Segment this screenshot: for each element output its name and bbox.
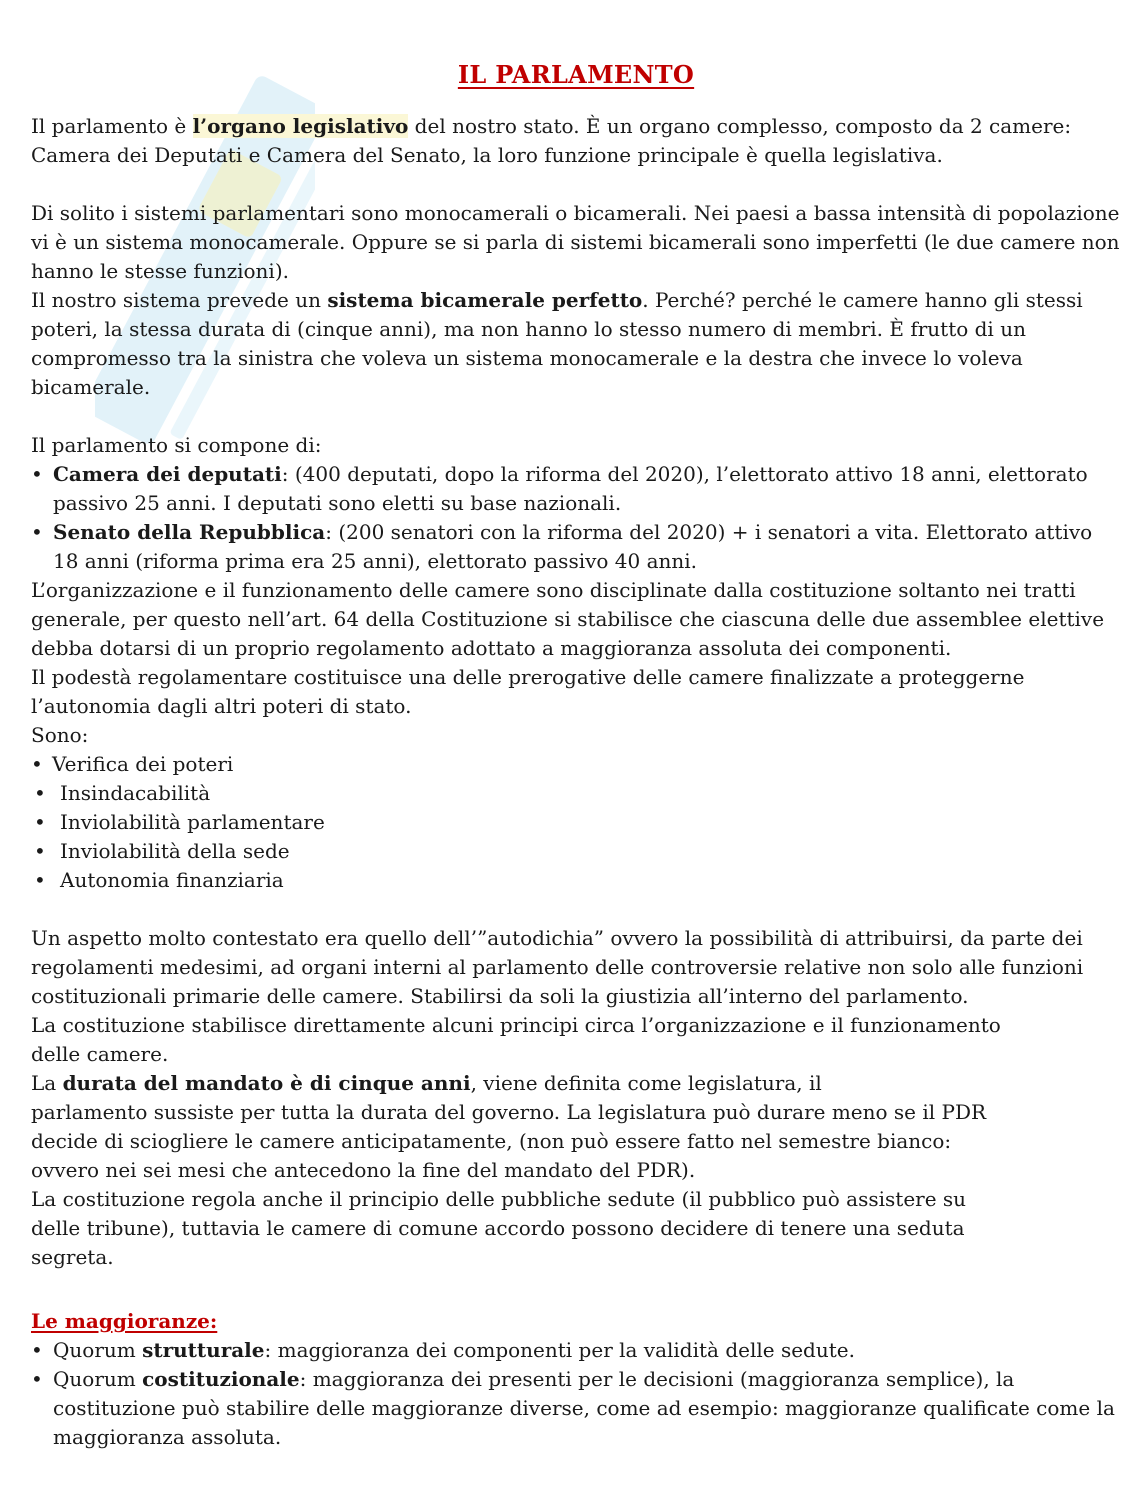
legislature-line-1: parlamento sussiste per tutta la durata del governo. La legislatura può durare meno se il PDR [31,1100,987,1124]
regulatory-paragraph: Il podestà regolamentare costituisce una delle prerogative delle camere finalizzate a proteggerne l’autonomia dagli altri poteri di stato. [31,665,1025,718]
legislature-line-6: segreta. [31,1245,114,1269]
mandate-line: La durata del mandato è di cinque anni, viene definita come legislatura, il [31,1071,822,1095]
list-item-quorum-strutturale: • Quorum strutturale: maggioranza dei componenti per la validità delle sedute. [31,1336,1121,1365]
principles-line-2: delle camere. [31,1042,169,1066]
prerogatives-list [31,750,1121,895]
document-page [31,58,1121,1452]
chambers-list [31,460,1121,576]
legislature-line-3: ovvero nei sei mesi che antecedono la fine del mandato del PDR). [31,1158,696,1182]
list-item: • Insindacabilità [31,779,1121,808]
intro-paragraph: Il parlamento è l’organo legislativo del nostro stato. È un organo complesso, composto da 2 camere: Camera dei Deputati e Camera del Senato, la loro funzione principale è quella legislativa. [31,114,1072,167]
majorities-heading: Le maggioranze: [31,1309,218,1333]
majorities-list [31,1336,1121,1452]
legislature-line-5: delle tribune), tuttavia le camere di comune accordo possono decidere di tenere una seduta [31,1216,965,1240]
legislature-line-4: La costituzione regola anche il principio delle pubbliche sedute (il pubblico può assistere su [31,1187,967,1211]
bicameral-paragraph: Il nostro sistema prevede un sistema bicamerale perfetto. Perché? perché le camere hanno gli stessi poteri, la stessa durata di (cinque anni), ma non hanno lo stesso numero di membri. È frutto di un compromesso tra la sinistra che voleva un sistema monocamerale e la destra che invece lo voleva bicamerale. [31,288,1083,399]
principles-line-1: La costituzione stabilisce direttamente alcuni principi circa l’organizzazione e il funzionamento [31,1013,1001,1037]
legislature-line-2: decide di sciogliere le camere anticipatamente, (non può essere fatto nel semestre bianco: [31,1129,952,1153]
autodichia-paragraph: Un aspetto molto contestato era quello dell’”autodichia” ovvero la possibilità di attribuirsi, da parte dei regolamenti medesimi, ad organi interni al parlamento delle controversie relative non solo alle funzioni costituzionali primarie delle camere. Stabilirsi da soli la giustizia all’interno del parlamento. [31,926,1084,1008]
list-item: • Inviolabilità parlamentare [31,808,1121,837]
list-item: • Autonomia finanziaria [31,866,1121,895]
list-item-senato: • Senato della Repubblica: (200 senatori con la riforma del 2020) + i senatori a vita. Elettorato attivo 18 anni (riforma prima era 25 anni), elettorato passivo 40 anni. [31,518,1121,576]
organization-paragraph: L’organizzazione e il funzionamento delle camere sono disciplinate dalla costituzione soltanto nei tratti generale, per questo nell’art. 64 della Costituzione si stabilisce che ciascuna delle due assemblee elettive debba dotarsi di un proprio regolamento adottato a maggioranza assoluta dei componenti. [31,578,1105,660]
composition-intro: Il parlamento si compone di: [31,433,322,457]
page-title: IL PARLAMENTO [457,60,695,89]
list-item: • Inviolabilità della sede [31,837,1121,866]
list-item-quorum-costituzionale: • Quorum costituzionale: maggioranza dei presenti per le decisioni (maggioranza semplice), la costituzione può stabilire delle maggioranze diverse, come ad esempio: maggioranze qualificate come la maggioranza assoluta. [31,1365,1121,1452]
list-item-camera: • Camera dei deputati: (400 deputati, dopo la riforma del 2020), l’elettorato attivo 18 anni, elettorato passivo 25 anni. I deputati sono eletti su base nazionali. [31,460,1121,518]
systems-paragraph: Di solito i sistemi parlamentari sono monocamerali o bicamerali. Nei paesi a bassa intensità di popolazione vi è un sistema monocamerale. Oppure se si parla di sistemi bicamerali sono imperfetti (le due camere non hanno le stesse funzioni). [31,201,1120,283]
organo-legislativo-highlight: l’organo legislativo [192,114,409,138]
list-item: • Verifica dei poteri [31,750,1121,779]
sono-label: Sono: [31,723,89,747]
